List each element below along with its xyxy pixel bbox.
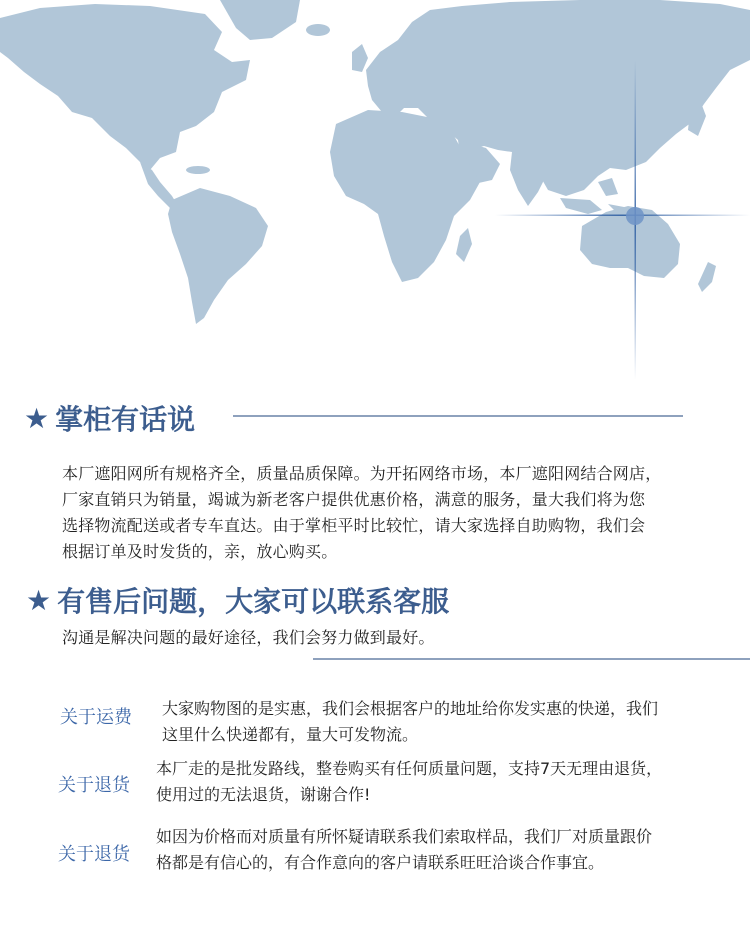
paragraph-line: 本厂遮阳网所有规格齐全，质量品质保障。为开拓网络市场，本厂遮阳网结合网店， (62, 464, 662, 483)
faq-line: 如因为价格而对质量有所怀疑请联系我们索取样品，我们厂对质量跟价 (156, 827, 653, 846)
world-map (0, 0, 750, 380)
star-icon: ★ (24, 401, 50, 435)
faq-label-returns: 关于退货 (58, 775, 130, 796)
faq-line: 格都是有信心的，有合作意向的客户请联系旺旺洽谈合作事宜。 (156, 853, 605, 872)
landmass-north-america (0, 4, 250, 170)
faq-label-returns-2: 关于退货 (58, 844, 130, 865)
section-heading-after-sales (26, 578, 449, 622)
landmass-south-america (168, 188, 268, 324)
shopkeeper-paragraph (62, 461, 661, 565)
world-map-icon (0, 0, 750, 380)
faq-label-shipping: 关于运费 (60, 707, 132, 728)
after-sales-subtitle (62, 625, 435, 651)
section-heading-shopkeeper (24, 396, 195, 440)
paragraph-line: 根据订单及时发货的，亲，放心购买。 (62, 542, 338, 561)
faq-text-shipping (162, 696, 658, 748)
section-title: 掌柜有话说 (55, 403, 196, 436)
faq-line: 本厂走的是批发路线，整卷购买有任何质量问题，支持7天无理由退货， (156, 759, 663, 778)
section-title: 有售后问题，大家可以联系客服 (57, 585, 450, 618)
landmass-greenland (220, 0, 300, 40)
faq-line: 大家购物图的是实惠，我们会根据客户的地址给你发实惠的快递，我们 (162, 699, 659, 718)
faq-line: 这里什么快递都有，量大可发物流。 (162, 725, 419, 744)
paragraph-line: 选择物流配送或者专车直达。由于掌柜平时比较忙，请大家选择自助购物，我们会 (62, 516, 646, 535)
subtitle-line: 沟通是解决问题的最好途径，我们会努力做到最好。 (62, 628, 435, 647)
faq-line: 使用过的无法退货，谢谢合作! (156, 785, 371, 804)
faq-text-returns (156, 756, 662, 808)
star-icon: ★ (26, 583, 52, 617)
faq-text-quality (156, 824, 652, 876)
section-divider (233, 415, 683, 417)
paragraph-line: 厂家直销只为销量，竭诚为新老客户提供优惠价格，满意的服务，量大我们将为您 (62, 490, 646, 509)
section-divider (313, 658, 750, 660)
